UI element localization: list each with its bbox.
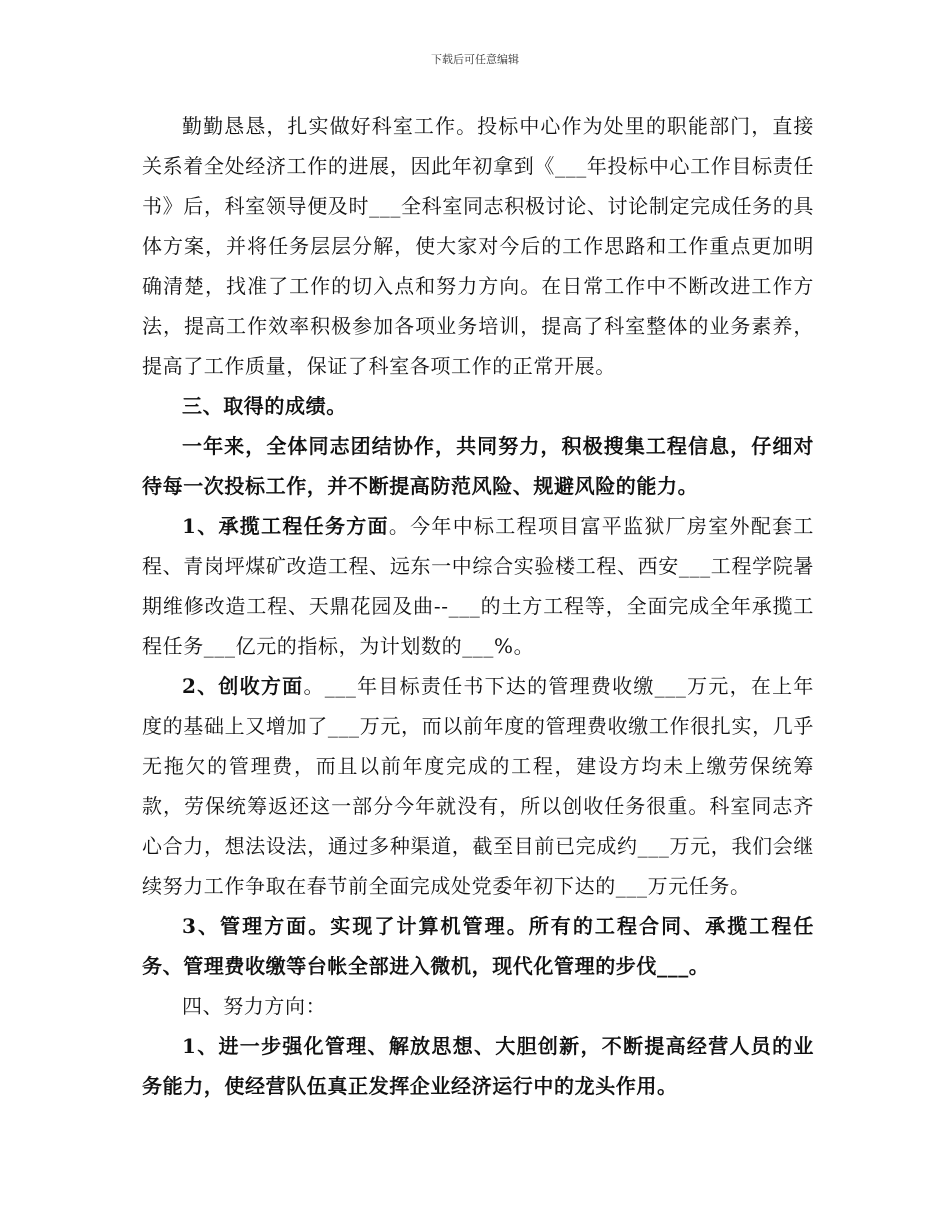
paragraph-contracting-tasks [142, 506, 814, 666]
paragraph-management: 3、管理方面。实现了计算机管理。所有的工程合同、承揽工程任务、管理费收缴等台帐全部进入微机，现代化管理的步伐___。 [142, 914, 814, 978]
page-header-note: 下载后可任意编辑 [431, 53, 519, 66]
paragraph-revenue [142, 666, 814, 906]
document-body [142, 106, 814, 1106]
section-heading-direction: 四、努力方向： [182, 994, 327, 1018]
paragraph-body-contracting: 。今年中标工程项目富平监狱厂房室外配套工程、青岗坪煤矿改造工程、远东一中综合实验楼工程、西安___工程学院暑期维修改造工程、天鼎花园及曲--___的土方工程等，全面完成全年承揽工程任务___亿元的指标，为计划数的___%。 [142, 514, 814, 658]
paragraph-direction-item-1: 1、进一步强化管理、解放思想、大胆创新，不断提高经营人员的业务能力，使经营队伍真正发挥企业经济运行中的龙头作用。 [142, 1034, 814, 1098]
paragraph-lead-contracting: 1、承揽工程任务方面 [182, 514, 389, 538]
section-heading-achievements: 三、取得的成绩。 [182, 394, 347, 418]
paragraph-work-attitude: 勤勤恳恳，扎实做好科室工作。投标中心作为处里的职能部门，直接关系着全处经济工作的进展，因此年初拿到《___年投标中心工作目标责任书》后，科室领导便及时___全科室同志积极讨论、讨论制定完成任务的具体方案，并将任务层层分解，使大家对今后的工作思路和工作重点更加明确清楚，找准了工作的切入点和努力方向。在日常工作中不断改进工作方法，提高工作效率积极参加各项业务培训，提高了科室整体的业务素养，提高了工作质量，保证了科室各项工作的正常开展。 [142, 114, 814, 378]
paragraph-lead-revenue: 2、创收方面 [182, 674, 304, 698]
paragraph-body-revenue: 。___年目标责任书下达的管理费收缴___万元，在上年度的基础上又增加了___万元，而以前年度的管理费收缴工作很扎实，几乎无拖欠的管理费，而且以前年度完成的工程，建设方均未上缴劳保统筹款，劳保统筹返还这一部分今年就没有，所以创收任务很重。科室同志齐心合力，想法设法，通过多种渠道，截至目前已完成约___万元，我们会继续努力工作争取在春节前全面完成处党委年初下达的___万元任务。 [142, 674, 814, 898]
paragraph-achievements-summary: 一年来，全体同志团结协作，共同努力，积极搜集工程信息，仔细对待每一次投标工作，并不断提高防范风险、规避风险的能力。 [142, 434, 814, 498]
